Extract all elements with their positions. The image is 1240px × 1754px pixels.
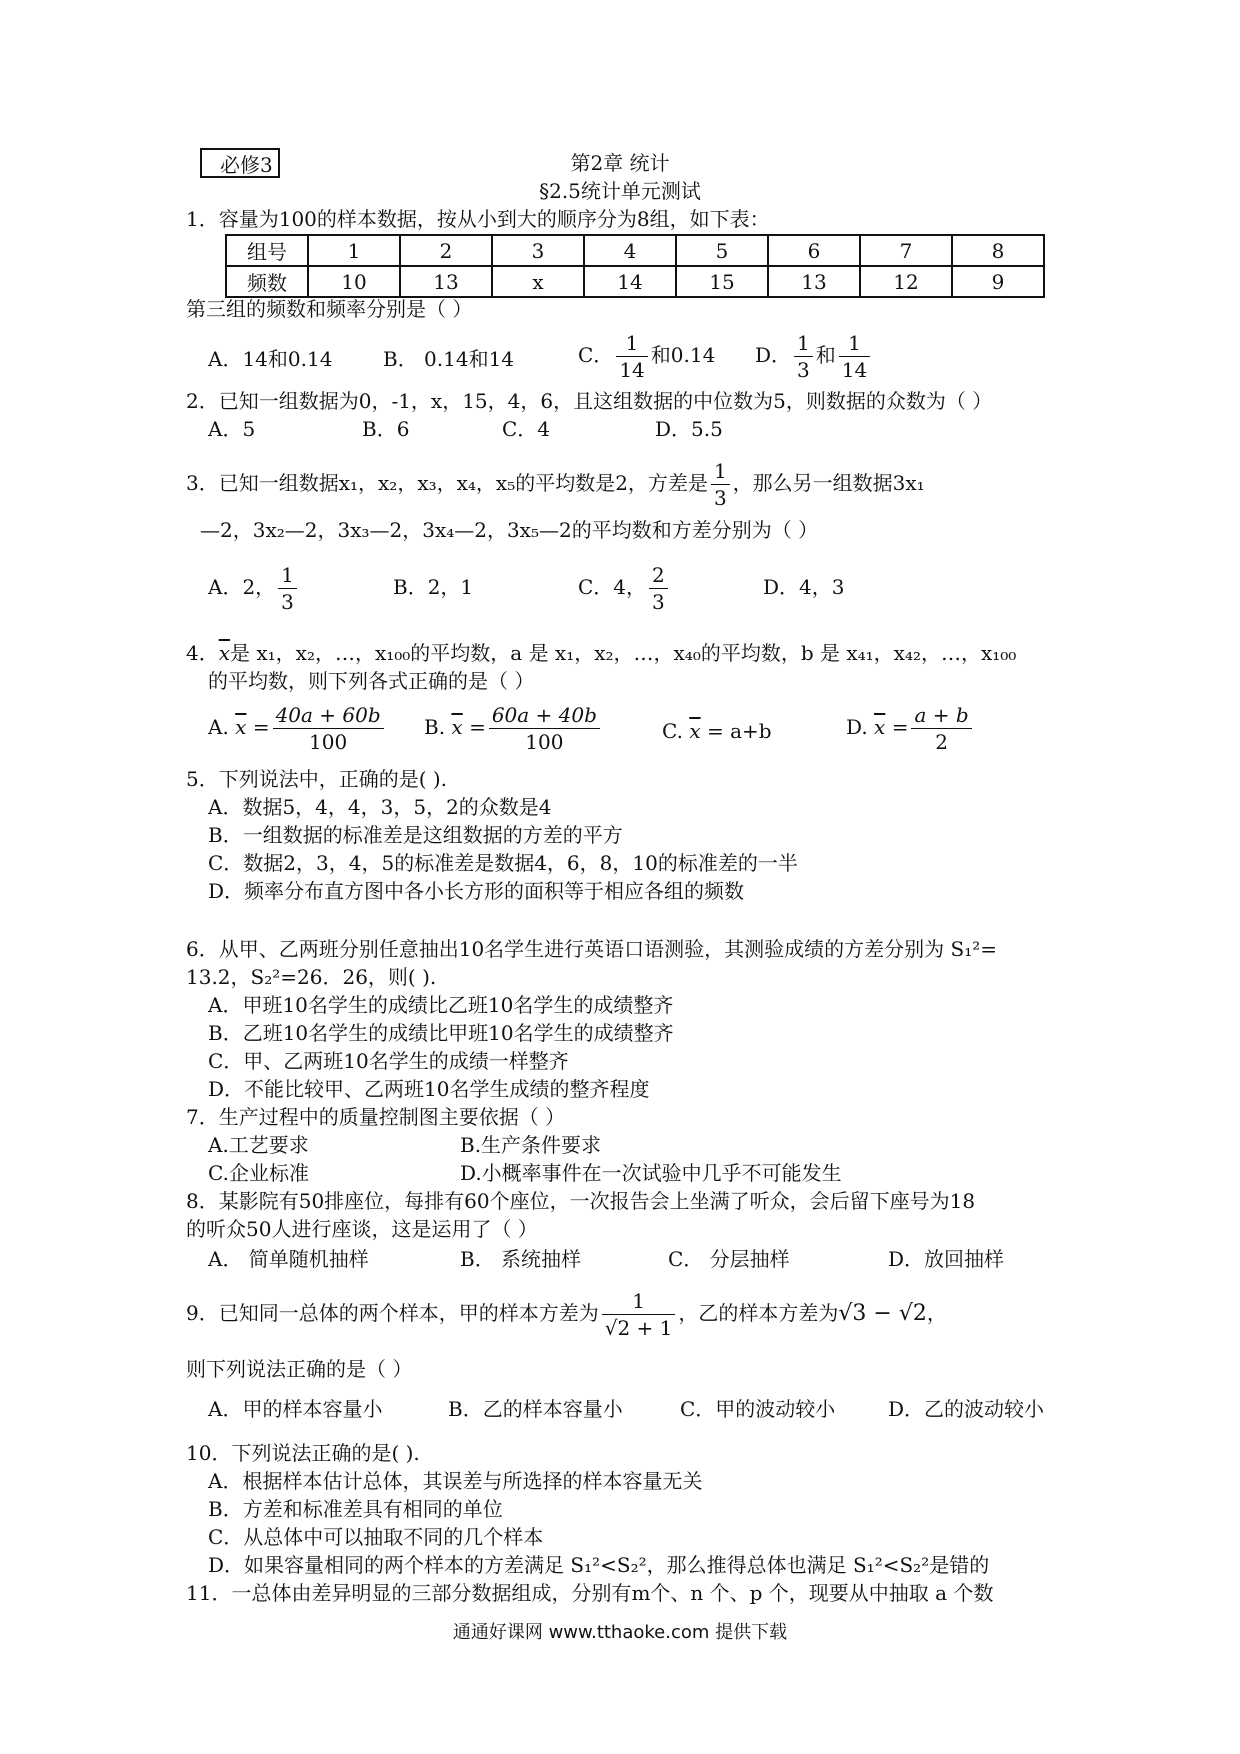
fraction-numerator: a + b (911, 702, 971, 729)
q1-option-b: B． 0.14和14 (383, 347, 515, 371)
q1-option-d (755, 330, 873, 383)
fraction (602, 1288, 676, 1341)
q7-option-c: C.企业标准 (208, 1161, 309, 1185)
q9-option-c: C．甲的波动较小 (680, 1397, 836, 1421)
fraction-denominator: 100 (525, 730, 564, 754)
q10-option-b: B．方差和标准差具有相同的单位 (208, 1497, 503, 1521)
table-cell: 13 (400, 266, 492, 297)
equals-sign: = (252, 715, 270, 739)
q9-option-a: A．甲的样本容量小 (208, 1397, 383, 1421)
fraction-numerator: 1 (616, 330, 647, 357)
q9-option-b: B．乙的样本容量小 (448, 1397, 623, 1421)
table-cell: 1 (308, 235, 400, 266)
q1-stem: 1．容量为100的样本数据，按从小到大的顺序分为8组，如下表： (186, 207, 770, 231)
table-cell: 组号 (226, 235, 308, 266)
q3-option-a-label: A．2， (208, 575, 276, 599)
q1-option-c-label: C． (578, 343, 614, 367)
table-row (226, 235, 1044, 266)
q9-option-d: D．乙的波动较小 (888, 1397, 1045, 1421)
q3-stem (186, 458, 925, 511)
fraction (911, 702, 971, 755)
q5-stem: 5．下列说法中，正确的是( ). (186, 767, 448, 791)
q8-option-c: C． 分层抽样 (668, 1247, 790, 1271)
q6-line1: 6．从甲、乙两班分别任意抽出10名学生进行英语口语测验，其测验成绩的方差分别为 S₁²= (186, 937, 998, 961)
fraction-numerator: 1 (278, 562, 297, 589)
q7-option-d: D.小概率事件在一次试验中几乎不可能发生 (460, 1161, 842, 1185)
table-cell: 13 (768, 266, 860, 297)
q3-option-c (578, 562, 671, 615)
equals-sign: = (469, 715, 486, 739)
q1-option-c-text: 和0.14 (650, 343, 716, 367)
table-cell: 2 (400, 235, 492, 266)
frequency-table (225, 234, 1045, 298)
q5-option-a: A．数据5，4，4，3，5，2的众数是4 (208, 795, 552, 819)
table-cell: 12 (860, 266, 952, 297)
table-cell: x (492, 266, 584, 297)
table-row (226, 266, 1044, 297)
chapter-title: 第2章 统计 (570, 151, 670, 175)
table-cell: 6 (768, 235, 860, 266)
q2-option-b: B．6 (362, 417, 410, 441)
fraction-denominator: 3 (713, 486, 727, 510)
q7-stem: 7．生产过程中的质量控制图主要依据（ ） (186, 1105, 566, 1129)
x-bar-symbol: $\overline{x}$ (235, 715, 247, 739)
q4-option-d-label: D. (846, 715, 868, 739)
fraction-numerator: 1 (839, 330, 870, 357)
q2-option-d: D．5.5 (655, 417, 723, 441)
q4-option-a-label: A. (208, 715, 229, 739)
fraction-numerator: 1 (602, 1288, 676, 1315)
table-cell: 4 (584, 235, 676, 266)
q6-option-d: D．不能比较甲、乙两班10名学生成绩的整齐程度 (208, 1077, 650, 1101)
q8-option-d: D．放回抽样 (888, 1247, 1005, 1271)
table-cell: 15 (676, 266, 768, 297)
q2-option-a: A．5 (208, 417, 256, 441)
q8-line1: 8．某影院有50排座位，每排有60个座位，一次报告会上坐满了听众，会后留下座号为18 (186, 1189, 976, 1213)
q10-option-c: C．从总体中可以抽取不同的几个样本 (208, 1525, 544, 1549)
q3-stem-text: 3．已知一组数据x₁，x₂，x₃，x₄，x₅的平均数是2，方差是 (186, 471, 708, 495)
fraction-denominator: 2 (935, 730, 948, 754)
q4-line2: 的平均数，则下列各式正确的是（ ） (208, 669, 535, 693)
q4-option-c (662, 718, 772, 744)
table-cell: 8 (952, 235, 1044, 266)
fraction (278, 562, 297, 615)
q6-option-c: C．甲、乙两班10名学生的成绩一样整齐 (208, 1049, 569, 1073)
q2-option-c: C．4 (502, 417, 551, 441)
fraction (711, 458, 730, 511)
q4-line1-text: 是 x₁，x₂，…，x₁₀₀的平均数，a 是 x₁，x₂，…，x₄₀的平均数，b 是 x₄₁，x₄₂，…，x₁₀₀ (230, 641, 1017, 665)
q4-option-b-label: B. (424, 715, 446, 739)
q7-option-b: B.生产条件要求 (460, 1133, 602, 1157)
q9-stem-text: 9．已知同一总体的两个样本，甲的样本方差为 (186, 1301, 599, 1325)
q3-option-d: D．4，3 (763, 575, 845, 599)
fraction-denominator: 14 (841, 358, 868, 382)
q3-line2: —2，3x₂—2，3x₃—2，3x₄—2，3x₅—2的平均数和方差分别为（ ） (200, 518, 819, 542)
q9-stem (186, 1288, 947, 1341)
q1-option-d-label: D． (755, 343, 792, 367)
q5-option-c: C．数据2，3，4，5的标准差是数据4，6，8，10的标准差的一半 (208, 851, 798, 875)
x-bar-symbol: $\overline{x}$ (451, 715, 463, 739)
q4-option-c-label: C. (662, 719, 683, 743)
q10-option-d: D．如果容量相同的两个样本的方差满足 S₁²<S₂²，那么推得总体也满足 S₁²<S₂²是错的 (208, 1553, 990, 1577)
fraction (649, 562, 668, 615)
q3-option-b: B．2，1 (393, 575, 474, 599)
q11-line1: 11．一总体由差异明显的三部分数据组成，分别有m个、n 个、p 个，现要从中抽取 a 个数 (186, 1581, 994, 1605)
fraction-numerator: 2 (649, 562, 668, 589)
q9-stem-text-end: ， (926, 1301, 947, 1325)
fraction (273, 702, 384, 755)
q4-line1 (186, 640, 1016, 666)
q8-option-a: A． 简单随机抽样 (208, 1247, 369, 1271)
q6-option-b: B．乙班10名学生的成绩比甲班10名学生的成绩整齐 (208, 1021, 674, 1045)
q3-option-c-label: C．4， (578, 575, 647, 599)
table-cell: 5 (676, 235, 768, 266)
q4-option-a (208, 702, 387, 755)
fraction-denominator: 100 (309, 730, 348, 754)
q9-line2: 则下列说法正确的是（ ） (186, 1357, 413, 1381)
q10-stem: 10．下列说法正确的是( ). (186, 1441, 420, 1465)
q1-question: 第三组的频数和频率分别是（ ） (186, 297, 473, 321)
q5-option-d: D．频率分布直方图中各小长方形的面积等于相应各组的频数 (208, 879, 745, 903)
q4-option-c-text: = a+b (706, 719, 772, 743)
q3-option-a (208, 562, 300, 615)
q9-radical-expression: √3 − √2 (838, 1301, 927, 1326)
table-cell: 9 (952, 266, 1044, 297)
q5-option-b: B．一组数据的标准差是这组数据的方差的平方 (208, 823, 623, 847)
x-bar-symbol: $\overline{x}$ (874, 715, 886, 739)
q7-option-a: A.工艺要求 (208, 1133, 309, 1157)
q4-number: 4． (186, 641, 219, 665)
fraction-denominator: 14 (619, 358, 645, 382)
fraction-denominator: 3 (281, 590, 294, 614)
q1-option-a: A．14和0.14 (208, 347, 333, 371)
fraction-numerator: 1 (711, 458, 730, 485)
q1-option-d-and: 和 (815, 343, 836, 367)
equals-sign: = (891, 715, 909, 739)
q4-option-b (424, 702, 603, 755)
x-bar-symbol: $\overline{x}$ (218, 641, 231, 665)
course-label: 必修3 (220, 153, 273, 177)
fraction-numerator: 1 (794, 330, 813, 357)
fraction-denominator: √2 + 1 (604, 1316, 673, 1340)
table-cell: 频数 (226, 266, 308, 297)
fraction-numerator: 40a + 60b (273, 702, 384, 729)
table-cell: 10 (308, 266, 400, 297)
x-bar-symbol: $\overline{x}$ (689, 719, 701, 743)
page-footer: 通通好课网 www.tthaoke.com 提供下载 (452, 1622, 788, 1643)
q6-line2: 13.2，S₂²=26．26，则( ). (186, 965, 437, 989)
section-title: §2.5统计单元测试 (539, 179, 701, 203)
q6-option-a: A．甲班10名学生的成绩比乙班10名学生的成绩整齐 (208, 993, 674, 1017)
fraction-denominator: 3 (652, 590, 665, 614)
table-cell: 14 (584, 266, 676, 297)
q3-stem-text-end: ，那么另一组数据3x₁ (732, 471, 925, 495)
q8-line2: 的听众50人进行座谈，这是运用了（ ） (186, 1217, 538, 1241)
fraction-denominator: 3 (797, 358, 810, 382)
q10-option-a: A．根据样本估计总体，其误差与所选择的样本容量无关 (208, 1469, 703, 1493)
fraction (489, 702, 600, 755)
q1-option-c (578, 330, 715, 383)
fraction (616, 330, 647, 383)
table-cell: 7 (860, 235, 952, 266)
fraction (794, 330, 813, 383)
fraction-numerator: 60a + 40b (489, 702, 600, 729)
q9-stem-text-mid: ，乙的样本方差为 (678, 1301, 839, 1325)
fraction (839, 330, 870, 383)
q4-option-d (846, 702, 975, 755)
q2-stem: 2．已知一组数据为0，-1，x，15，4，6，且这组数据的中位数为5，则数据的众数为（ ） (186, 389, 993, 413)
q8-option-b: B． 系统抽样 (460, 1247, 582, 1271)
table-cell: 3 (492, 235, 584, 266)
